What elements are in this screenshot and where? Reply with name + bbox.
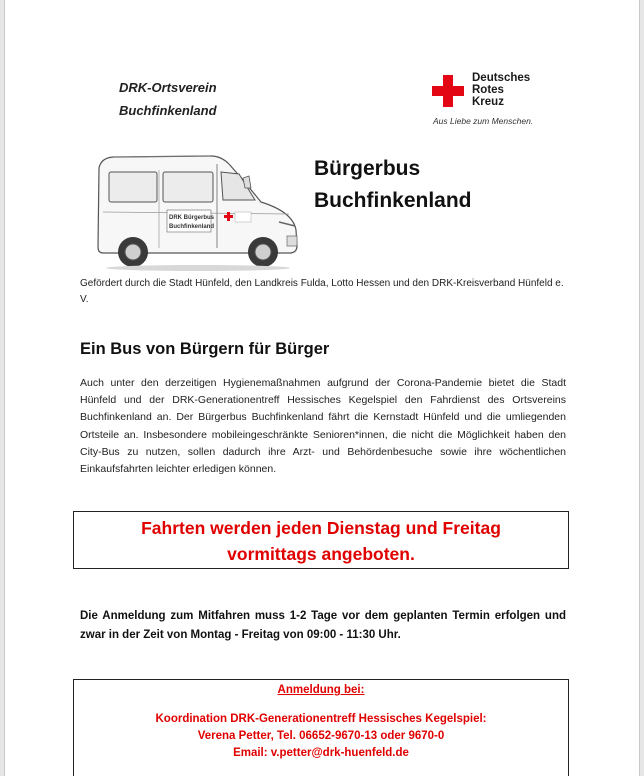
bus-decal-line2: Buchfinkenland bbox=[169, 224, 215, 230]
drk-logo-wordmark bbox=[472, 72, 530, 108]
sponsor-text: Gefördert durch die Stadt Hünfeld, den Landkreis Fulda, Lotto Hessen und den DRK-Kreisverband Hünfeld e. V. bbox=[80, 278, 564, 305]
registration-text: Die Anmeldung zum Mitfahren muss 1-2 Tage vor dem geplanten Termin erfolgen und zwar in der Zeit von Montag - Freitag von 09:00 - 11:30 Uhr. bbox=[80, 610, 566, 641]
section-heading: Ein Bus von Bürgern für Bürger bbox=[80, 340, 330, 358]
schedule-line2: vormittags angeboten. bbox=[227, 544, 415, 564]
contact-email[interactable]: Email: v.petter@drk-huenfeld.de bbox=[233, 747, 409, 759]
document-page bbox=[4, 0, 640, 776]
bus-image bbox=[93, 150, 303, 272]
drk-logo bbox=[432, 72, 562, 132]
contact-line2: Verena Petter, Tel. 06652-9670-13 oder 9670-0 bbox=[197, 730, 445, 742]
schedule-box bbox=[73, 511, 569, 569]
bus-decal-line1: DRK Bürgerbus bbox=[169, 215, 215, 221]
red-cross-icon bbox=[432, 75, 464, 107]
org-name-line1: DRK-Ortsverein bbox=[119, 80, 217, 95]
contact-title: Anmeldung bei: bbox=[277, 684, 365, 696]
page-title-line1: Bürgerbus bbox=[314, 157, 421, 180]
page-title-line2: Buchfinkenland bbox=[314, 189, 472, 212]
logo-word-2: Rotes bbox=[472, 84, 504, 96]
logo-word-1: Deutsches bbox=[472, 72, 531, 84]
contact-details bbox=[74, 711, 568, 762]
schedule-line1: Fahrten werden jeden Dienstag und Freitag bbox=[141, 518, 501, 538]
schedule-text bbox=[74, 515, 568, 567]
logo-word-3: Kreuz bbox=[472, 96, 504, 108]
page-title bbox=[314, 153, 472, 217]
contact-box bbox=[73, 679, 569, 776]
contact-line1: Koordination DRK-Generationentreff Hessisches Kegelspiel: bbox=[155, 713, 487, 725]
logo-slogan: Aus Liebe zum Menschen. bbox=[433, 116, 534, 126]
org-name-line2: Buchfinkenland bbox=[119, 103, 217, 118]
org-name bbox=[119, 76, 217, 122]
body-paragraph: Auch unter den derzeitigen Hygienemaßnahmen aufgrund der Corona-Pandemie bietet die Stadt Hünfeld und der DRK-Generationentreff Hessisches Kegelspiel den Fahrdienst des Ortsvereins Buchfinkenland an. Der Bürgerbus Buchfinkenland fährt die Kernstadt Hünfeld und die umliegenden Ortsteile an. Insbesondere mobileingeschränkte Senioren*innen, die nicht die Möglichkeit haben den City-Bus zu nutzen, sollen dadurch ihre Arzt- und Behördenbesuche sowie ihre wöchentlichen Einkaufsfahrten leichter erledigen können. bbox=[80, 377, 566, 476]
